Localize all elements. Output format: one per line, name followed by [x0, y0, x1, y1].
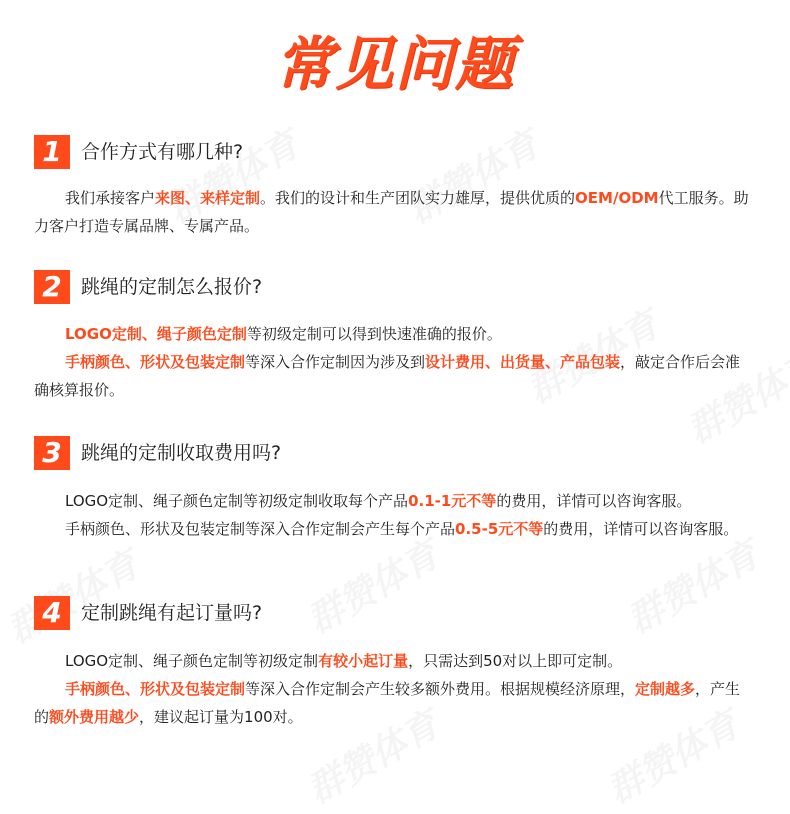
faq-question-row	[0, 268, 790, 308]
faq-question: 跳绳的定制收取费用吗?	[81, 442, 282, 464]
highlight-text: 来图、来样定制	[155, 189, 261, 207]
faq-answer	[34, 487, 754, 543]
faq-item	[0, 133, 790, 235]
highlight-text: 设计费用、出货量、产品包装	[425, 353, 621, 371]
answer-text: LOGO定制、绳子颜色定制等初级定制	[65, 652, 319, 670]
highlight-text: LOGO定制、绳子颜色定制	[65, 325, 247, 343]
answer-paragraph	[34, 487, 754, 515]
faq-number-badge: 1	[34, 135, 70, 169]
faq-item	[0, 434, 790, 538]
faq-question-row	[0, 133, 790, 173]
faq-number-badge: 4	[34, 596, 70, 630]
faq-question: 定制跳绳有起订量吗?	[81, 602, 263, 624]
faq-question-row	[0, 434, 790, 474]
faq-question-row	[0, 594, 790, 634]
faq-answer	[34, 647, 754, 731]
answer-paragraph	[34, 647, 754, 675]
answer-text: 的费用，详情可以咨询客服。	[496, 492, 692, 510]
faq-question: 跳绳的定制怎么报价?	[81, 276, 263, 298]
answer-paragraph	[34, 675, 754, 731]
answer-text: 手柄颜色、形状及包装定制等深入合作定制会产生每个产品	[65, 520, 456, 538]
highlight-text: 0.1-1元不等	[408, 492, 497, 510]
answer-paragraph	[34, 184, 754, 240]
highlight-text: 0.5-5元不等	[455, 520, 544, 538]
answer-text: ，只需达到50对以上即可定制。	[408, 652, 623, 670]
answer-paragraph	[34, 320, 754, 348]
answer-text: ，建议起订量为100对。	[139, 708, 303, 726]
highlight-text: 手柄颜色、形状及包装定制	[65, 680, 246, 698]
highlight-text: 有较小起订量	[318, 652, 409, 670]
highlight-text: 定制越多	[635, 680, 696, 698]
highlight-text: 额外费用越少	[49, 708, 140, 726]
faq-item	[0, 594, 790, 726]
answer-text: 的费用，详情可以咨询客服。	[543, 520, 739, 538]
answer-text: 。我们的设计和生产团队实力雄厚，提供优质的	[260, 189, 576, 207]
faq-number-badge: 2	[34, 270, 70, 304]
answer-paragraph	[34, 348, 754, 404]
faq-number-badge: 3	[34, 436, 70, 470]
answer-paragraph	[34, 515, 754, 543]
answer-text: ，产生的	[34, 680, 741, 726]
answer-text: 代工服务。助力客户打造专属品牌、专属产品。	[34, 189, 749, 235]
answer-text: ，敲定合作后会准确核算报价。	[34, 353, 741, 399]
faq-answer	[34, 184, 754, 240]
answer-text: 等初级定制可以得到快速准确的报价。	[246, 325, 502, 343]
answer-text: LOGO定制、绳子颜色定制等初级定制收取每个产品	[65, 492, 409, 510]
faq-question: 合作方式有哪几种?	[81, 141, 244, 163]
answer-text: 等深入合作定制会产生较多额外费用。根据规模经济原理，	[245, 680, 636, 698]
answer-text: 等深入合作定制因为涉及到	[245, 353, 426, 371]
highlight-text: 手柄颜色、形状及包装定制	[65, 353, 246, 371]
faq-item	[0, 268, 790, 399]
answer-text: 我们承接客户	[65, 189, 156, 207]
highlight-text: OEM/ODM	[575, 189, 659, 207]
faq-answer	[34, 320, 754, 404]
page-title: 常见问题	[274, 30, 515, 98]
